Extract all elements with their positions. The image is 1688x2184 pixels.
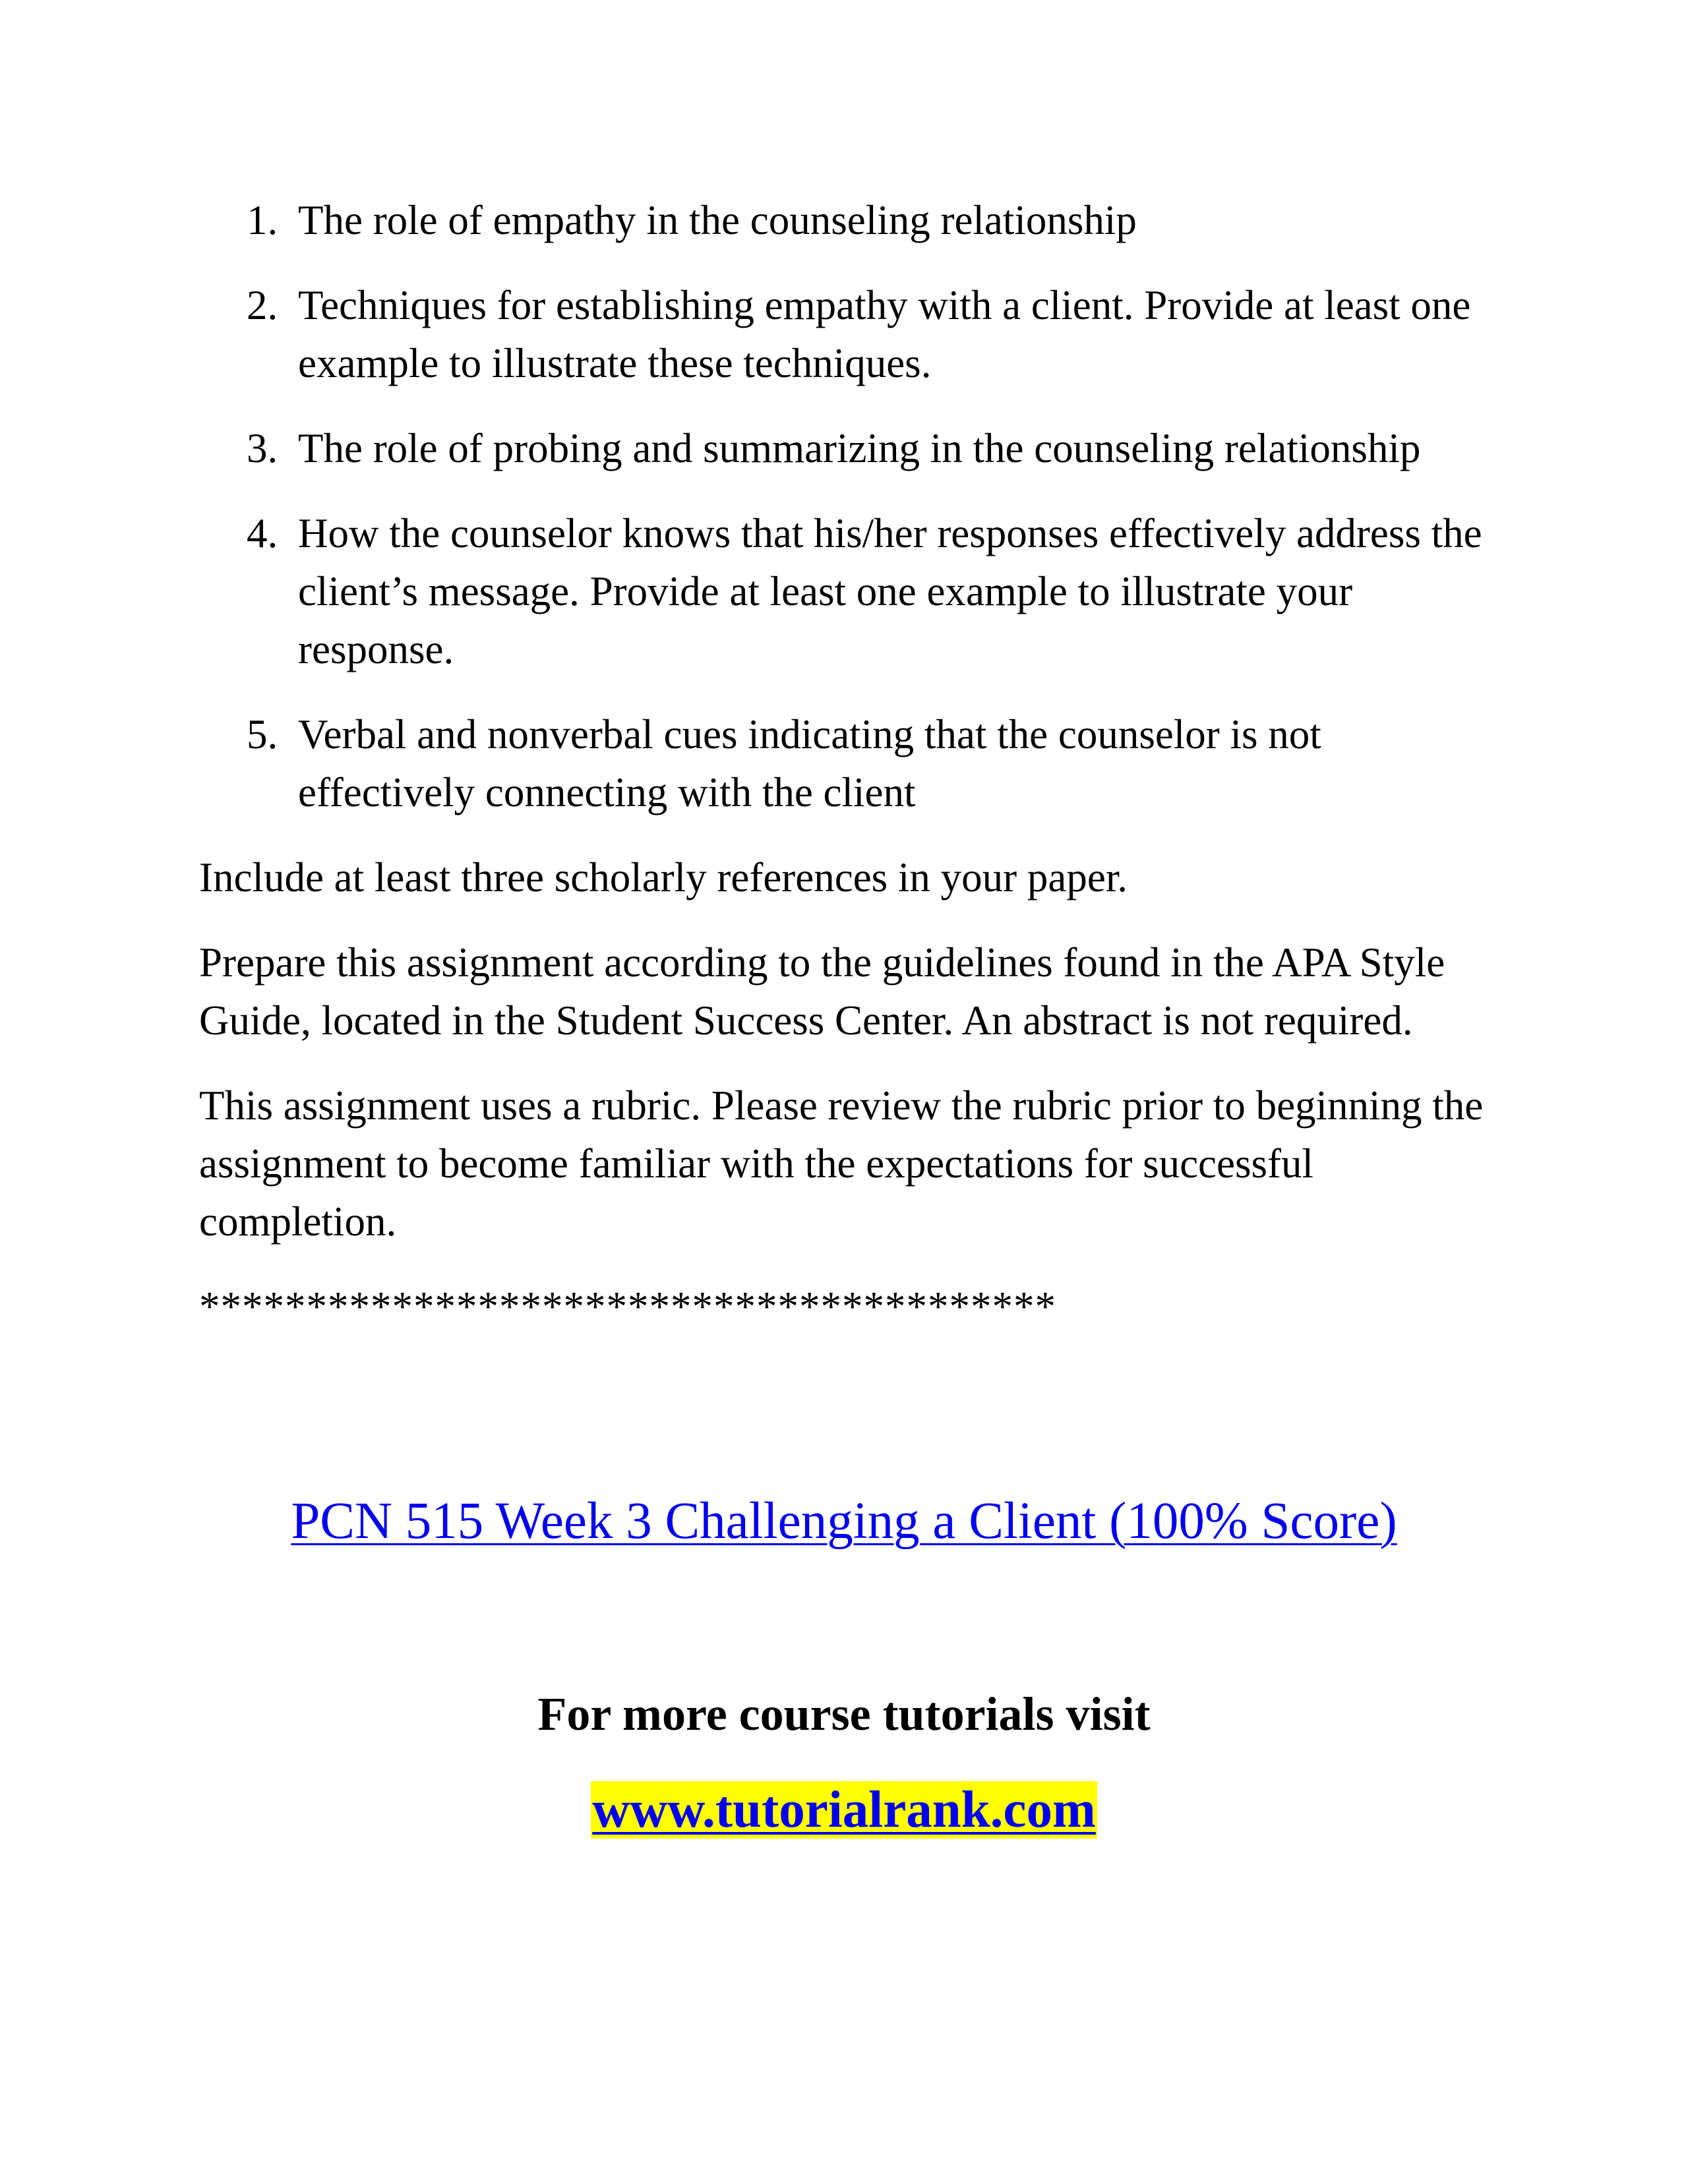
list-item-number: 4. bbox=[247, 510, 278, 556]
list-item bbox=[199, 419, 1492, 477]
site-link[interactable]: www.tutorialrank.com bbox=[592, 1781, 1096, 1839]
asterisk-separator: **************************************** bbox=[199, 1284, 1056, 1330]
promo-site bbox=[0, 1777, 1688, 1843]
next-tutorial-heading bbox=[0, 1489, 1688, 1554]
list-item-text: The role of empathy in the counseling relationship bbox=[298, 197, 1137, 243]
list-item-text: The role of probing and summarizing in the counseling relationship bbox=[298, 425, 1421, 471]
list-item bbox=[199, 705, 1492, 821]
promo-heading: For more course tutorials visit bbox=[537, 1688, 1151, 1740]
list-item-text: Verbal and nonverbal cues indicating that the counselor is not effectively connecting with the client bbox=[298, 711, 1321, 815]
list-item-text: How the counselor knows that his/her responses effectively address the client’s message. Provide at least one example to illustrate your response. bbox=[298, 510, 1482, 672]
document-body bbox=[199, 191, 1492, 1336]
requirements-list bbox=[199, 191, 1492, 821]
list-item-text: Techniques for establishing empathy with a client. Provide at least one example to illustrate these techniques. bbox=[298, 282, 1471, 386]
apa-paragraph: Prepare this assignment according to the guidelines found in the APA Style Guide, located in the Student Success Center. An abstract is not required. bbox=[199, 939, 1445, 1044]
list-item-number: 5. bbox=[247, 711, 278, 757]
rubric-paragraph: This assignment uses a rubric. Please review the rubric prior to beginning the assignment to become familiar with the expectations for successful completion. bbox=[199, 1082, 1484, 1245]
next-tutorial-link[interactable]: PCN 515 Week 3 Challenging a Client (100% Score) bbox=[291, 1492, 1397, 1550]
list-item bbox=[199, 276, 1492, 392]
list-item-number: 2. bbox=[247, 282, 278, 328]
list-item bbox=[199, 504, 1492, 678]
list-item-number: 3. bbox=[247, 425, 278, 471]
list-item bbox=[199, 191, 1492, 249]
list-item-number: 1. bbox=[247, 197, 278, 243]
references-paragraph: Include at least three scholarly references in your paper. bbox=[199, 854, 1128, 900]
